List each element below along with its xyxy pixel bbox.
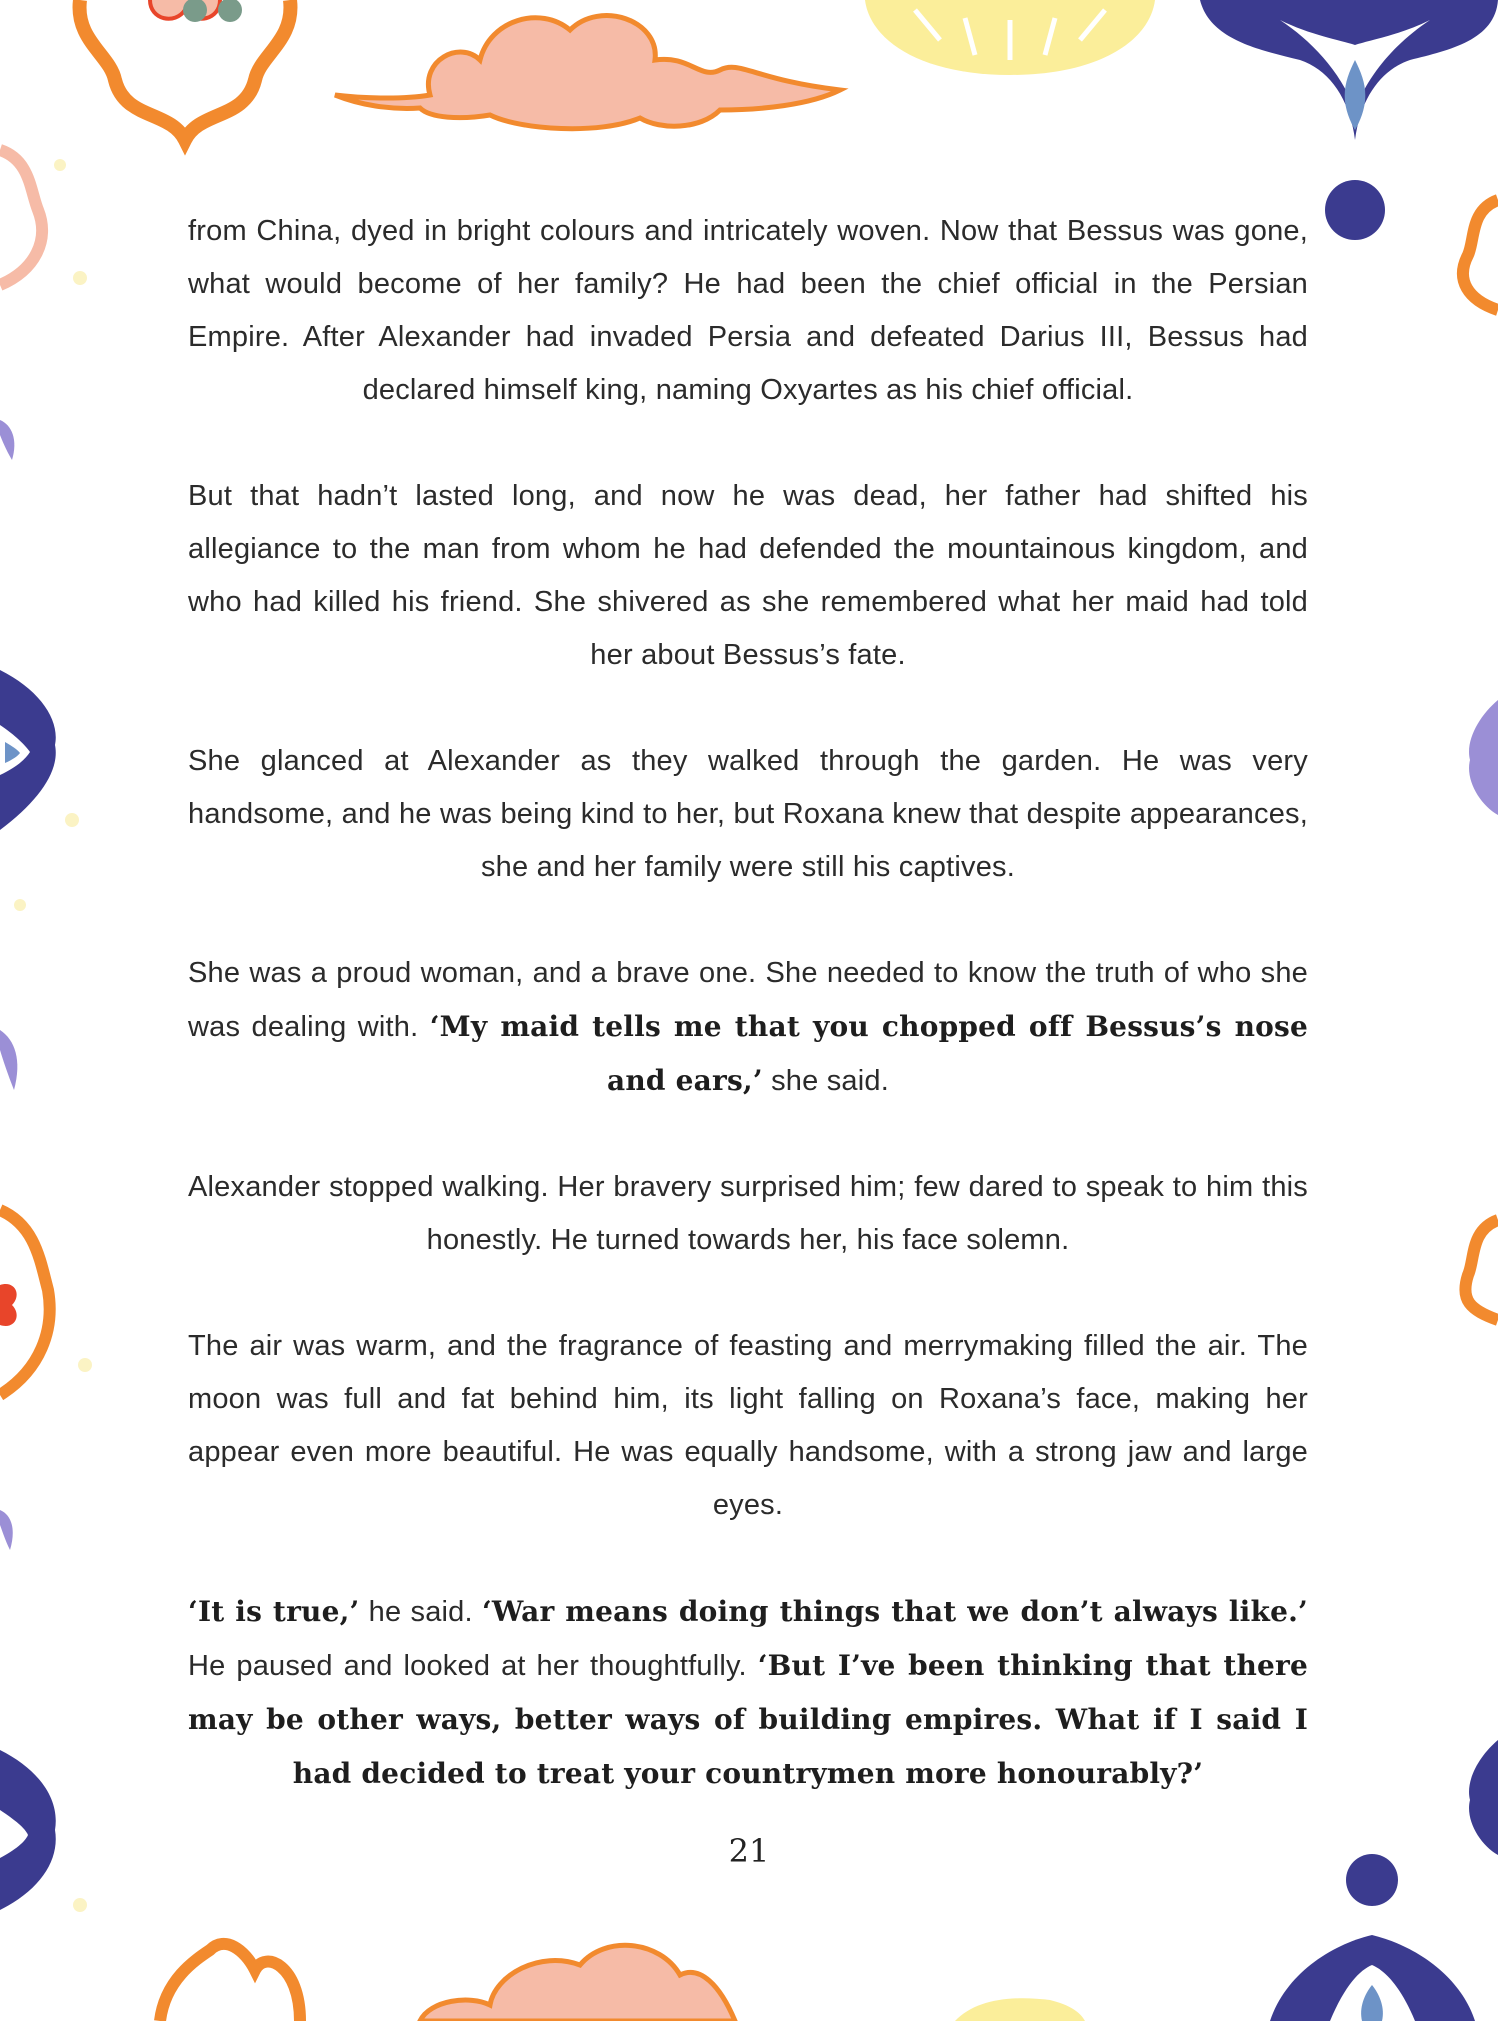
paragraph-7 xyxy=(188,1585,1308,1801)
page-number: 21 xyxy=(728,1832,770,1870)
paragraph-6: The air was warm, and the fragrance of feasting and merrymaking filled the air. The moon was full and fat behind him, its light falling on Roxana’s face, making her appear even more beautiful. He was equally handsome, with a strong jaw and large eyes. xyxy=(188,1330,1308,1521)
cloud-icon xyxy=(420,1945,735,2021)
cloud-icon xyxy=(335,16,840,129)
narration: he said. xyxy=(359,1596,482,1628)
paragraph-2: But that hadn’t lasted long, and now he was dead, her father had shifted his allegiance to the man from whom he had defended the mountainous kingdom, and who had killed his friend. She shivered as she remembered what her maid had told her about Bessus’s fate. xyxy=(188,480,1308,671)
sun-icon xyxy=(865,0,1155,75)
ornate-frame-icon xyxy=(80,0,291,140)
paragraph-1: from China, dyed in bright colours and intricately woven. Now that Bessus was gone, what would become of her family? He had been the chief official in the Persian Empire. After Alexander had invaded Persia and defeated Darius III, Bessus had declared himself king, naming Oxyartes as his chief official. xyxy=(188,215,1308,406)
star-icon xyxy=(14,159,92,1912)
narration: He paused and looked at her thoughtfully. xyxy=(188,1650,758,1682)
dialogue-quote: ‘My maid tells me that you chopped off Bessus’s nose and ears,’ xyxy=(429,1010,1308,1097)
paragraph-4 xyxy=(188,947,1308,1108)
dialogue-quote: ‘It is true,’ xyxy=(188,1595,360,1628)
sun-icon xyxy=(955,1998,1085,2021)
paragraph-5: Alexander stopped walking. Her bravery surprised him; few dared to speak to him this honestly. He turned towards her, his face solemn. xyxy=(188,1171,1308,1256)
narration: She was a proud woman, and a brave one. She needed to know the truth of who she was dealing with. xyxy=(188,957,1308,1043)
narration: she said. xyxy=(762,1065,889,1097)
flower-icon xyxy=(0,1284,17,1326)
navy-motif-icon xyxy=(1200,0,1498,240)
dialogue-quote: ‘But I’ve been thinking that there may be other ways, better ways of building empires. What if I said I had decided to treat your countrymen more honourably?’ xyxy=(188,1649,1308,1790)
paragraph-3: She glanced at Alexander as they walked through the garden. He was very handsome, and he was being kind to her, but Roxana knew that despite appearances, she and her family were still his captives. xyxy=(188,745,1308,883)
navy-motif-icon xyxy=(1270,1854,1475,2021)
story-text xyxy=(188,205,1308,1854)
dialogue-quote: ‘War means doing things that we don’t always like.’ xyxy=(481,1595,1308,1628)
ornate-frame-icon xyxy=(160,1944,300,2021)
